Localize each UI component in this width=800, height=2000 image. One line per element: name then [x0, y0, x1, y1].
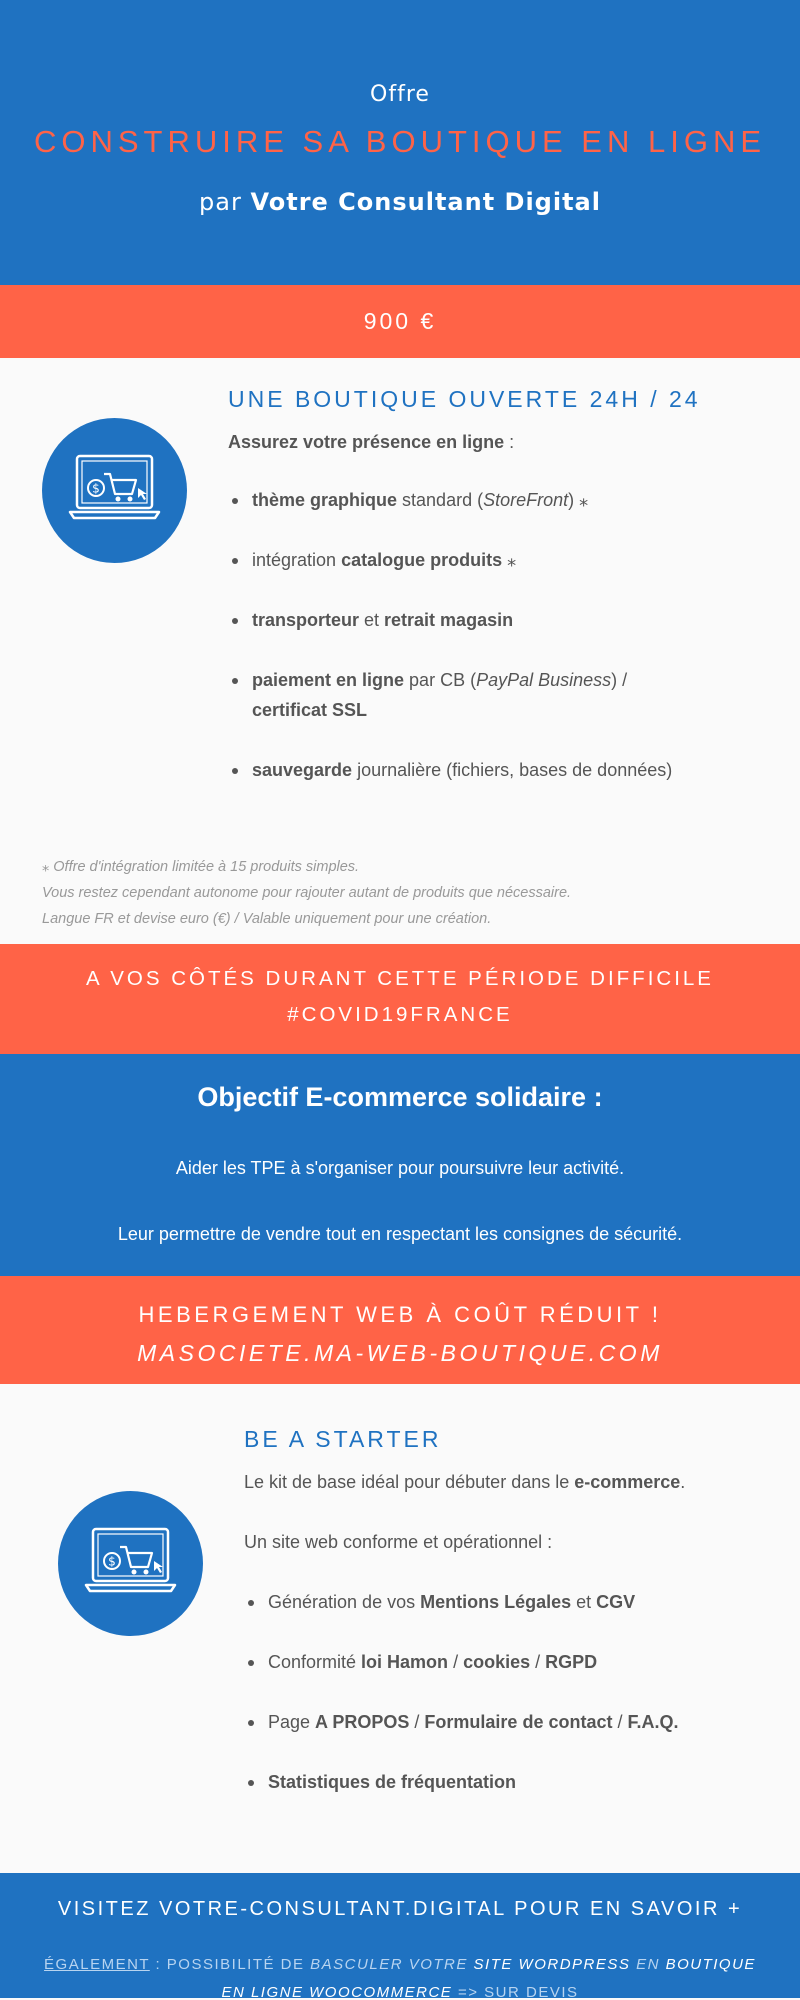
footer-note-text-2: BASCULER VOTRE — [310, 1956, 468, 1973]
starter-lead-2: Un site web conforme et opérationnel : — [244, 1532, 553, 1552]
footnote-1: ⁎ Offre d'intégration limitée à 15 produits simples. — [42, 859, 360, 875]
starter-feature-item-text: Formulaire de contact — [424, 1712, 613, 1732]
page-subtitle — [0, 188, 800, 216]
offer-feature-item-text: paiement en ligne — [252, 670, 405, 690]
offer-label: Offre — [370, 82, 430, 107]
footer-note — [40, 1951, 760, 2000]
offer-feature-item-text: ⁎ — [502, 550, 517, 570]
footer-note-text-3: SITE WORDPRESS — [467, 1956, 631, 1973]
header-banner — [0, 0, 800, 285]
offer-lead-rest: : — [504, 432, 515, 452]
offer-lead-bold: Assurez votre présence en ligne — [228, 432, 505, 452]
starter-feature-item — [244, 1587, 774, 1617]
footer-note-text-7: => SUR DEVIS — [452, 1984, 579, 2000]
objective-section — [0, 1054, 800, 1276]
objective-text-1: Aider les TPE à s'organiser pour poursuivre leur activité. — [175, 1158, 625, 1178]
footer-also-link[interactable]: ÉGALEMENT — [44, 1956, 150, 1973]
starter-section — [0, 1384, 800, 1873]
subtitle-name: Votre Consultant Digital — [250, 188, 601, 216]
footer-banner — [0, 1873, 800, 1998]
covid-hashtag: #COVID19FRANCE — [287, 1003, 513, 1026]
offer-feature-item-text: journalière (fichiers, bases de données) — [352, 760, 673, 780]
offer-feature-item — [228, 545, 768, 575]
subtitle-prefix: par — [199, 188, 242, 216]
starter-feature-item-text: loi Hamon — [361, 1652, 449, 1672]
offer-feature-item-text: certificat SSL — [252, 700, 368, 720]
offer-feature-item-text: ) / — [611, 670, 628, 690]
offer-feature-item — [228, 605, 768, 635]
starter-icon-circle — [58, 1491, 203, 1636]
starter-title: BE A STARTER — [244, 1426, 442, 1452]
offer-feature-item-text: ) ⁎ — [568, 490, 589, 510]
price-banner — [0, 285, 800, 358]
starter-feature-item-text: / — [409, 1712, 425, 1732]
starter-feature-item-text: CGV — [596, 1592, 636, 1612]
offer-feature-item — [228, 485, 768, 515]
offer-feature-item-text: PayPal Business — [476, 670, 612, 690]
starter-feature-item-text: Génération de vos — [268, 1592, 421, 1612]
starter-feature-item — [244, 1707, 774, 1737]
starter-lead-bold: e-commerce — [574, 1472, 681, 1492]
starter-feature-item-text: / — [530, 1652, 546, 1672]
footer-note-text-6: EN LIGNE WOOCOMMERCE — [221, 1984, 453, 2000]
offer-feature-item-text: thème graphique — [252, 490, 398, 510]
laptop-cart-icon — [68, 450, 161, 530]
offer-feature-item — [228, 665, 768, 725]
offer-section — [0, 358, 800, 944]
starter-feature-item-text: RGPD — [545, 1652, 598, 1672]
offer-title: UNE BOUTIQUE OUVERTE 24H / 24 — [228, 386, 701, 412]
laptop-cart-icon — [84, 1523, 177, 1603]
starter-feature-item-text: / — [448, 1652, 464, 1672]
offer-feature-item-text: retrait magasin — [384, 610, 514, 630]
starter-feature-item-text: Conformité — [268, 1652, 362, 1672]
offer-feature-item-text: et — [359, 610, 385, 630]
hosting-banner — [0, 1276, 800, 1384]
svg-text:$: $ — [92, 481, 100, 496]
starter-feature-list — [244, 1587, 774, 1827]
footer-cta[interactable]: VISITEZ VOTRE-CONSULTANT.DIGITAL POUR EN SAVOIR + — [57, 1898, 743, 1920]
offer-feature-item-text: par CB ( — [404, 670, 477, 690]
starter-lead-end: . — [680, 1472, 686, 1492]
starter-lead-1 — [244, 1468, 685, 1496]
starter-feature-item-text: cookies — [463, 1652, 531, 1672]
footnote-2: Vous restez cependant autonome pour rajouter autant de produits que nécessaire. — [42, 885, 572, 901]
starter-feature-item-text: F.A.Q. — [627, 1712, 679, 1732]
starter-lead-text: Le kit de base idéal pour débuter dans le — [244, 1472, 575, 1492]
hosting-domain: MASOCIETE.MA-WEB-BOUTIQUE.COM — [137, 1340, 663, 1366]
starter-feature-item-text: et — [571, 1592, 597, 1612]
footer-note-text-5: BOUTIQUE — [665, 1956, 756, 1973]
starter-feature-item-text: A PROPOS — [315, 1712, 410, 1732]
covid-line-1: A VOS CÔTÉS DURANT CETTE PÉRIODE DIFFICILE — [86, 967, 714, 990]
svg-text:$: $ — [108, 1554, 116, 1569]
footnote-3: Langue FR et devise euro (€) / Valable uniquement pour une création. — [42, 911, 492, 927]
footer-note-text-4: EN — [630, 1956, 666, 1973]
starter-feature-item-text: Page — [268, 1712, 316, 1732]
starter-feature-item-text: / — [612, 1712, 628, 1732]
objective-text-2: Leur permettre de vendre tout en respectant les consignes de sécurité. — [117, 1224, 683, 1244]
offer-feature-item — [228, 755, 768, 785]
footer-note-text-1: : POSSIBILITÉ DE — [149, 1956, 311, 1973]
starter-feature-item-text: Mentions Légales — [420, 1592, 572, 1612]
hosting-line-1: HEBERGEMENT WEB À COÛT RÉDUIT ! — [138, 1302, 662, 1327]
page-title: CONSTRUIRE SA BOUTIQUE EN LIGNE — [33, 124, 767, 159]
objective-title: Objectif E-commerce solidaire : — [197, 1082, 603, 1112]
offer-feature-item-text: StoreFront — [483, 490, 569, 510]
starter-feature-item — [244, 1647, 774, 1677]
starter-feature-item-text: Statistiques de fréquentation — [268, 1772, 517, 1792]
covid-banner — [0, 944, 800, 1054]
offer-footnotes — [42, 854, 571, 932]
starter-feature-item — [244, 1767, 774, 1797]
offer-feature-item-text: standard ( — [397, 490, 484, 510]
offer-feature-item-text: transporteur — [252, 610, 360, 630]
offer-feature-list — [228, 485, 768, 815]
price-value: 900 € — [363, 308, 437, 334]
offer-lead — [228, 428, 514, 456]
offer-icon-circle — [42, 418, 187, 563]
offer-feature-item-text: sauvegarde — [252, 760, 353, 780]
offer-feature-item-text: intégration — [252, 550, 342, 570]
offer-feature-item-text: catalogue produits — [341, 550, 503, 570]
